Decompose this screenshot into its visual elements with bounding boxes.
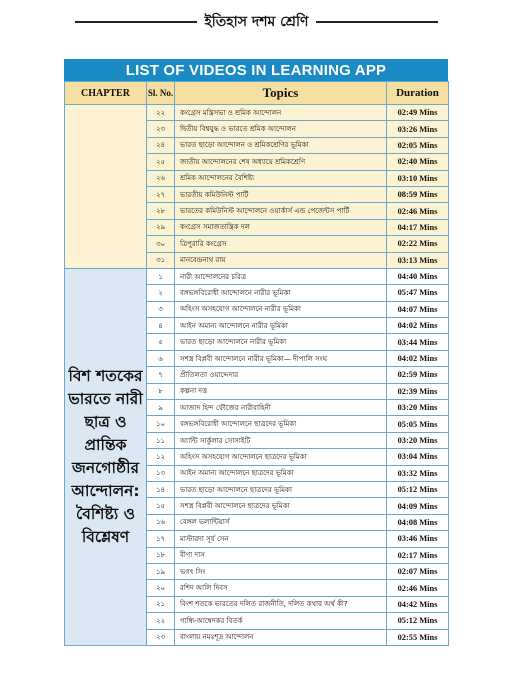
- sl-number: ১১: [147, 432, 175, 448]
- topic-title[interactable]: বাংলায় নমঃশূদ্র আন্দোলন: [175, 629, 387, 645]
- chapter-title: বিশ শতকের ভারতে নারী ছাত্র ও প্রান্তিক জনগোষ্ঠীর আন্দোলন: বৈশিষ্ট্য ও বিশ্লেষণ: [68, 366, 143, 546]
- duration-value: 04:08 Mins: [387, 514, 449, 530]
- sl-number: ১৩: [147, 465, 175, 481]
- duration-value: 03:44 Mins: [387, 334, 449, 350]
- sl-number: ৯: [147, 400, 175, 416]
- sl-number: ৩০: [147, 236, 175, 252]
- duration-value: 02:59 Mins: [387, 367, 449, 383]
- topic-title[interactable]: অহিংস অসহযোগ আন্দোলনে ছাত্রদের ভূমিকা: [175, 449, 387, 465]
- topic-title[interactable]: আইন অমান্য আন্দোলনে নারীর ভূমিকা: [175, 318, 387, 334]
- topic-title[interactable]: ভারত ছাড়ো আন্দোলন ও শ্রমিকশ্রেণির ভূমিকা: [175, 137, 387, 153]
- duration-value: 03:04 Mins: [387, 449, 449, 465]
- duration-value: 04:42 Mins: [387, 596, 449, 612]
- duration-value: 04:09 Mins: [387, 498, 449, 514]
- page-header: [0, 8, 511, 34]
- header-sl-no: Sl. No.: [147, 82, 175, 105]
- duration-value: 02:17 Mins: [387, 547, 449, 563]
- main-title: LIST OF VIDEOS IN LEARNING APP: [64, 59, 448, 81]
- topic-title[interactable]: আজাদ হিন্দ ফৌজের নারীবাহিনী: [175, 400, 387, 416]
- topic-title[interactable]: ভগৎ সিং: [175, 563, 387, 579]
- duration-value: 05:12 Mins: [387, 613, 449, 629]
- topic-title[interactable]: কল্পনা দত্ত: [175, 383, 387, 399]
- topic-title[interactable]: অ্যান্টি সার্কুলার সোসাইটি: [175, 432, 387, 448]
- table-body: [65, 105, 449, 646]
- sl-number: ১৭: [147, 531, 175, 547]
- duration-value: 04:02 Mins: [387, 350, 449, 366]
- duration-value: 02:55 Mins: [387, 629, 449, 645]
- header-chapter: CHAPTER: [65, 82, 147, 105]
- duration-value: 03:10 Mins: [387, 170, 449, 186]
- duration-value: 03:13 Mins: [387, 252, 449, 268]
- topic-title[interactable]: ত্রিপুরারি কংগ্রেস: [175, 236, 387, 252]
- topic-title[interactable]: শ্রমিক আন্দোলনের বৈশিষ্ট্য: [175, 170, 387, 186]
- duration-value: 05:47 Mins: [387, 285, 449, 301]
- sl-number: ২২: [147, 613, 175, 629]
- sl-number: ২: [147, 285, 175, 301]
- sl-number: ৩: [147, 301, 175, 317]
- topic-title[interactable]: বিংশ শতকে ভারতের দলিত রাজনীতি, দলিত কথার অর্থ কী?: [175, 596, 387, 612]
- duration-value: 02:39 Mins: [387, 383, 449, 399]
- topic-title[interactable]: ভারত ছাড়ো আন্দোলনে নারীর ভূমিকা: [175, 334, 387, 350]
- duration-value: 02:46 Mins: [387, 580, 449, 596]
- topic-title[interactable]: সশস্ত্র বিপ্লবী আন্দোলনে নারীর ভূমিকা— দীপালি সংঘ: [175, 350, 387, 366]
- duration-value: 03:26 Mins: [387, 121, 449, 137]
- topic-title[interactable]: জাতীয় আন্দোলনের শেষ অধ্যায়ে শ্রমিকশ্রেণি: [175, 154, 387, 170]
- topic-title[interactable]: কংগ্রেস সমাজতান্ত্রিক দল: [175, 219, 387, 235]
- sl-number: ২৮: [147, 203, 175, 219]
- topic-title[interactable]: দ্বিতীয় বিশ্বযুদ্ধ ও ভারতে শ্রমিক আন্দোলন: [175, 121, 387, 137]
- topic-title[interactable]: মানবেন্দ্রনাথ রায়: [175, 252, 387, 268]
- duration-value: 03:20 Mins: [387, 400, 449, 416]
- sl-number: ১০: [147, 416, 175, 432]
- sl-number: ১৫: [147, 498, 175, 514]
- header-rule-right: [316, 21, 438, 23]
- header-topics: Topics: [175, 82, 387, 105]
- sl-number: ২৯: [147, 219, 175, 235]
- topic-title[interactable]: আইন অমান্য আন্দোলনে ছাত্রদের ভূমিকা: [175, 465, 387, 481]
- topic-title[interactable]: রশিদ আলি দিবস: [175, 580, 387, 596]
- sl-number: ২৫: [147, 154, 175, 170]
- duration-value: 04:40 Mins: [387, 268, 449, 284]
- duration-value: 03:32 Mins: [387, 465, 449, 481]
- duration-value: 02:05 Mins: [387, 137, 449, 153]
- sl-number: ৪: [147, 318, 175, 334]
- topic-title[interactable]: ভারতীয় কমিউনিস্ট পার্টি: [175, 186, 387, 202]
- sl-number: ৩১: [147, 252, 175, 268]
- topic-title[interactable]: গান্ধি-আম্বেদকর বিতর্ক: [175, 613, 387, 629]
- table-header-row: [65, 82, 449, 105]
- video-list-table: [64, 81, 449, 646]
- topic-title[interactable]: ভারতের কমিউনিস্ট আন্দোলনে ওয়ার্কার্স এন্ড পেজেন্টস পার্টি: [175, 203, 387, 219]
- topic-title[interactable]: প্রীতিলতা ওয়াদ্দেদার: [175, 367, 387, 383]
- duration-value: 04:17 Mins: [387, 219, 449, 235]
- sl-number: ১: [147, 268, 175, 284]
- topic-title[interactable]: নারী আন্দোলনের চরিত্র: [175, 268, 387, 284]
- page-header-title: ইতিহাস দশম শ্রেণি: [204, 14, 309, 30]
- chapter-cell: [65, 105, 147, 269]
- sl-number: ২৪: [147, 137, 175, 153]
- topic-title[interactable]: মাস্টারদা সূর্য সেন: [175, 531, 387, 547]
- duration-value: 02:49 Mins: [387, 105, 449, 121]
- duration-value: 05:05 Mins: [387, 416, 449, 432]
- header-rule-left: [75, 21, 197, 23]
- topic-title[interactable]: সশস্ত্র বিপ্লবী আন্দোলনে ছাত্রদের ভূমিকা: [175, 498, 387, 514]
- duration-value: 02:46 Mins: [387, 203, 449, 219]
- sl-number: ২৭: [147, 186, 175, 202]
- sl-number: ১৬: [147, 514, 175, 530]
- sl-number: ১৪: [147, 481, 175, 497]
- duration-value: 02:07 Mins: [387, 563, 449, 579]
- sl-number: ৫: [147, 334, 175, 350]
- sl-number: ২৩: [147, 629, 175, 645]
- sl-number: ৮: [147, 383, 175, 399]
- duration-value: 02:22 Mins: [387, 236, 449, 252]
- topic-title[interactable]: বঙ্গভঙ্গবিরোধী আন্দোলনে ছাত্রদের ভূমিকা: [175, 416, 387, 432]
- topic-title[interactable]: কংগ্রেস মন্ত্রিসভা ও শ্রমিক আন্দোলন: [175, 105, 387, 121]
- header-duration: Duration: [387, 82, 449, 105]
- topic-title[interactable]: অহিংস অসহযোগ আন্দোলনে নারীর ভূমিকা: [175, 301, 387, 317]
- topic-title[interactable]: ভারত ছাড়ো আন্দোলনে ছাত্রদের ভূমিকা: [175, 481, 387, 497]
- sl-number: ২৩: [147, 121, 175, 137]
- sl-number: ৭: [147, 367, 175, 383]
- sl-number: ২১: [147, 596, 175, 612]
- duration-value: 04:02 Mins: [387, 318, 449, 334]
- duration-value: 03:20 Mins: [387, 432, 449, 448]
- sl-number: ২৬: [147, 170, 175, 186]
- topic-title[interactable]: বঙ্গভঙ্গবিরোধী আন্দোলনে নারীর ভূমিকা: [175, 285, 387, 301]
- topic-title[interactable]: বীণা দাস: [175, 547, 387, 563]
- sl-number: ৬: [147, 350, 175, 366]
- sl-number: ২২: [147, 105, 175, 121]
- duration-value: 05:12 Mins: [387, 481, 449, 497]
- sl-number: ২০: [147, 580, 175, 596]
- table-row[interactable]: [65, 105, 449, 121]
- table-row[interactable]: [65, 268, 449, 284]
- duration-value: 02:40 Mins: [387, 154, 449, 170]
- duration-value: 03:46 Mins: [387, 531, 449, 547]
- topic-title[interactable]: বেঙ্গল ভলান্টিয়ার্স: [175, 514, 387, 530]
- duration-value: 08:59 Mins: [387, 186, 449, 202]
- sl-number: ১৯: [147, 563, 175, 579]
- chapter-cell: [65, 268, 147, 645]
- sl-number: ১৮: [147, 547, 175, 563]
- sl-number: ১২: [147, 449, 175, 465]
- duration-value: 04:07 Mins: [387, 301, 449, 317]
